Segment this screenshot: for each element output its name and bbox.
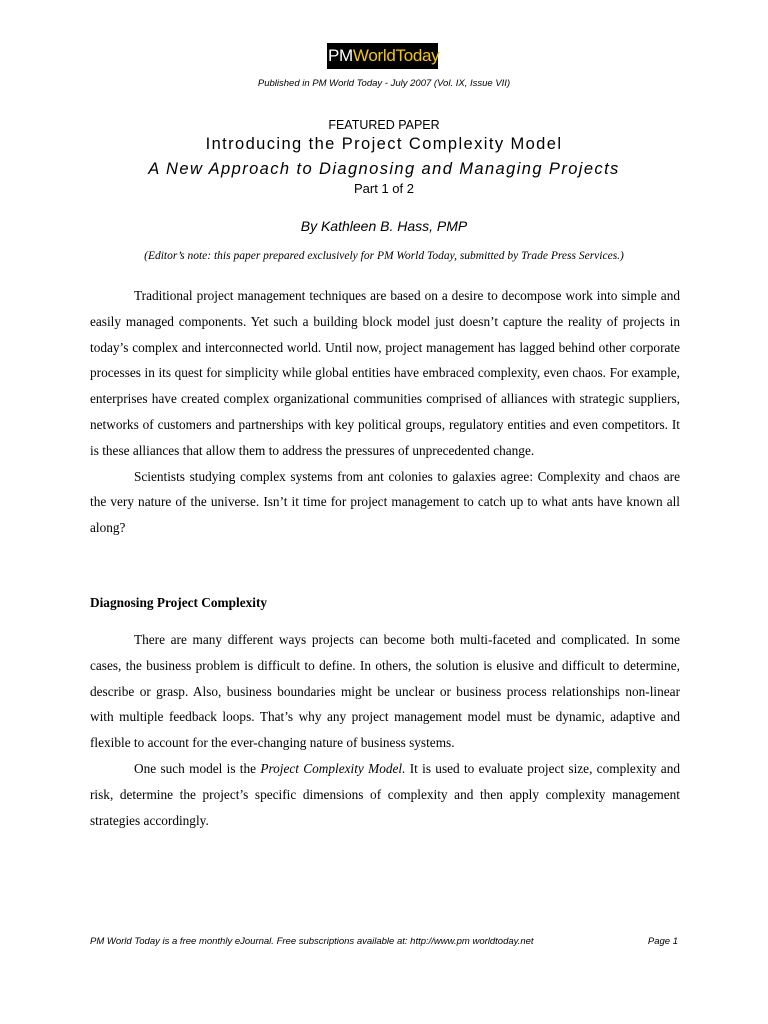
body-paragraph	[90, 756, 680, 833]
intro-section	[90, 283, 680, 541]
body-paragraph: There are many different ways projects can become both multi-faceted and complicated. In some cases, the business problem is difficult to define. In others, the solution is elusive and difficult to determine, describe or grasp. Also, business boundaries might be unclear or business process relationships non-linear with multiple feedback loops. That’s why any project management model must be dynamic, adaptive and flexible to account for the ever-changing nature of business systems.	[90, 632, 680, 751]
paper-subtitle: A New Approach to Diagnosing and Managing Projects	[148, 160, 620, 178]
publication-line: Published in PM World Today - July 2007 (Vol. IX, Issue VII)	[257, 78, 511, 89]
logo-pm-text: PM	[328, 46, 353, 65]
body-paragraph: Traditional project management techniques are based on a desire to decompose work into simple and easily managed components. Yet such a building block model just doesn’t capture the reality of projects in today’s complex and interconnected world. Until now, project management has lagged behind other corporate processes in its quest for simplicity while global entities have embraced complexity, even chaos. For example, enterprises have created complex organizational communities comprised of alliances with strategic suppliers, networks of customers and partnerships with key political groups, regulatory entities and even competitors. It is these alliances that allow them to address the pressures of unprecedented change.	[90, 288, 680, 458]
logo-world-today-text: WorldToday	[352, 46, 440, 65]
paragraph-text-after: It is used to evaluate project size, complexity and risk, determine the project’s specific dimensions of complexity and then apply complexity management strategies accordingly.	[90, 760, 681, 828]
author-line: By Kathleen B. Hass, PMP	[300, 218, 468, 234]
model-name-emphasis: Project Complexity Model.	[260, 760, 406, 776]
editors-note: (Editor’s note: this paper prepared exclusively for PM World Today, submitted by Trade Press Services.)	[144, 250, 624, 262]
pm-world-today-logo	[327, 43, 438, 69]
paragraph-text-before: One such model is the	[134, 760, 261, 776]
featured-label: FEATURED PAPER	[328, 118, 440, 132]
footer-note: PM World Today is a free monthly eJournal. Free subscriptions available at: http://www.pm worldtoday.net	[90, 936, 534, 947]
part-label: Part 1 of 2	[354, 181, 414, 196]
paper-title: Introducing the Project Complexity Model	[205, 135, 563, 153]
page-number: Page 1	[647, 936, 678, 947]
diagnosing-section	[90, 627, 680, 833]
section-heading: Diagnosing Project Complexity	[90, 595, 268, 610]
body-paragraph: Scientists studying complex systems from ant colonies to galaxies agree: Complexity and chaos are the very nature of the universe. Isn’t it time for project management to catch up to what ants have known all along?	[90, 468, 680, 536]
